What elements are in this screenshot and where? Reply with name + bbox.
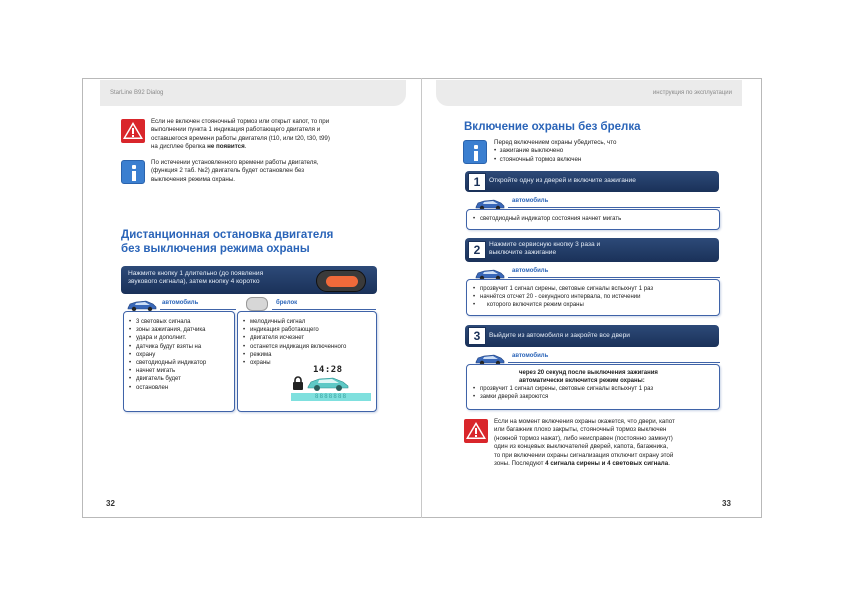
warning-1-line: выполнении пункта 1 индикация работающего двигателя и <box>151 126 321 134</box>
key-fob-small-icon <box>246 297 268 311</box>
car-tag-label: автомобиль <box>162 300 199 306</box>
step-3-text: Выйдите из автомобиля и закройте все двери <box>489 332 630 339</box>
list-item: • начнётся отсчет 20 - секундного интервала, по истечении <box>473 293 713 301</box>
emphasis-line: автоматически включится режим охраны: <box>519 378 645 384</box>
step-1-bar <box>465 171 719 192</box>
emphasis-line: через 20 секунд после выключения зажигания <box>519 370 658 376</box>
list-item: • зоны зажигания, датчика <box>129 326 229 334</box>
instruction-line: Нажмите кнопку 1 длительно (до появления <box>128 270 264 277</box>
step-3-result-list <box>473 385 713 401</box>
key-fob-icon <box>316 270 366 292</box>
list-item: • начнет мигать <box>129 367 229 375</box>
page-number-left: 32 <box>106 499 115 508</box>
info-icon <box>121 160 145 184</box>
tag-underline <box>160 309 236 310</box>
step-3-emphasis <box>473 369 713 385</box>
car-result-list <box>129 318 229 392</box>
warning-2-line: или багажник плохо закрыты, стояночный тормоз выключен <box>494 426 667 434</box>
car-tag-label: автомобиль <box>512 198 549 204</box>
list-item: • двигатель будет <box>129 375 229 383</box>
list-item: • которого включится режим охраны <box>473 301 713 309</box>
warning-1-prefix: на дисплее брелка <box>151 143 208 151</box>
section-title-arm-without-fob: Включение охраны без брелка <box>464 121 641 133</box>
intro-item: • стояночный тормоз включен <box>494 155 582 163</box>
section-title-line: без выключения режима охраны <box>121 243 310 255</box>
fob-result-list <box>243 318 371 367</box>
warning-2-line: то при включении охраны сигнализация отключит охрану этой <box>494 451 674 459</box>
info-1-line: (функция 2 таб. №2) двигатель будет остановлен без <box>151 167 305 175</box>
list-item: • светодиодный индикатор состояния начнет мигать <box>473 215 713 223</box>
step-2-text: выключите зажигание <box>489 249 557 256</box>
list-item: • двигателя исчезнет <box>243 334 371 342</box>
step-3-number: 3 <box>468 327 486 345</box>
step-1-text: Откройте одну из дверей и включите зажигание <box>489 177 636 184</box>
warning-1-emphasis: не появится <box>207 143 245 151</box>
warning-2-line: Если на момент включения охраны окажется, что двери, капот <box>494 418 675 425</box>
fob-tag-label: брелок <box>276 300 298 306</box>
list-item: • останется индикация включенного <box>243 343 371 351</box>
car-tag-label: автомобиль <box>512 268 549 274</box>
section-title-remote-stop <box>121 228 333 256</box>
list-item: • прозвучит 1 сигнал сирены, световые сигналы вспыхнут 1 раз <box>473 385 713 393</box>
tag-underline <box>508 277 720 278</box>
fob-lcd-display <box>289 362 373 406</box>
warning-1-line: оставшегося времени работы двигателя (t10, или t20, t30, t99) <box>151 134 330 142</box>
warning-2-line <box>494 460 675 468</box>
list-item: • прозвучит 1 сигнал сирены, световые сигналы вспыхнут 1 раз <box>473 285 713 293</box>
car-icon <box>126 298 158 312</box>
warning-1-suffix: . <box>244 143 247 151</box>
instruction-line: звукового сигнала), затем кнопку 4 коротко <box>128 278 260 285</box>
warning-text-2 <box>494 418 675 468</box>
left-page-header <box>100 80 406 106</box>
info-1-line: По истечении установленного времени работы двигателя, <box>151 159 319 166</box>
step-3-bar <box>465 325 719 347</box>
step-2-result-box <box>466 279 720 316</box>
list-item: • остановлен <box>129 384 229 392</box>
step-2-text: Нажмите сервисную кнопку 3 раза и <box>489 241 601 248</box>
warning-icon <box>464 419 488 443</box>
step-1-number: 1 <box>468 173 486 191</box>
tag-underline <box>508 207 720 208</box>
warning-2-suffix: . <box>668 460 670 468</box>
tag-underline <box>272 309 376 310</box>
list-item: • замки дверей закроются <box>473 393 713 401</box>
step-2-result-list <box>473 285 713 310</box>
list-item: • индикация работающего <box>243 326 371 334</box>
warning-2-emphasis: 4 сигнала сирены и 4 световых сигнала <box>545 460 669 468</box>
warning-1-line: Если не включен стояночный тормоз или открыт капот, то при <box>151 118 330 125</box>
section-title-line: Дистанционная остановка двигателя <box>121 229 334 241</box>
step-1-result-list <box>473 215 713 223</box>
car-tag-label: автомобиль <box>512 353 549 359</box>
intro-item-text: зажигание выключено <box>499 147 564 155</box>
list-item: • мелодичный сигнал <box>243 318 371 326</box>
lcd-time: 14:28 <box>313 365 343 375</box>
page-number-right: 33 <box>722 499 731 508</box>
info-text-1 <box>151 159 318 184</box>
product-name: StarLine B92 Dialog <box>110 90 164 96</box>
lcd-segment-strip: 8888888 <box>291 393 371 401</box>
car-result-box <box>123 311 235 412</box>
step-1-result-box <box>466 209 720 230</box>
lock-icon <box>292 376 304 390</box>
right-page-header <box>436 80 742 106</box>
list-item: • удара и дополнит. <box>129 334 229 342</box>
list-item: • датчика будут взяты на <box>129 343 229 351</box>
step-2-number: 2 <box>468 241 486 259</box>
intro-line: Перед включением охраны убедитесь, что <box>494 139 617 146</box>
warning-icon <box>121 119 145 143</box>
page-spine <box>421 78 422 518</box>
info-icon <box>463 140 487 164</box>
manual-title: инструкция по эксплуатации <box>652 90 732 96</box>
warning-2-prefix: зоны. Последуют <box>494 460 546 468</box>
info-1-line: выключения режима охраны. <box>151 175 235 183</box>
list-item: • охрану <box>129 351 229 359</box>
list-item: • 3 световых сигнала <box>129 318 229 326</box>
intro-item-text: стояночный тормоз включен <box>499 155 582 163</box>
key-fob-button <box>326 276 358 287</box>
warning-1-line <box>151 143 330 151</box>
car-display-icon <box>306 375 350 392</box>
warning-2-line: (ножной тормоз нажат), либо неисправен (постоянно замкнут) <box>494 434 673 442</box>
list-item: • светодиодный индикатор <box>129 359 229 367</box>
step-2-bar <box>465 238 719 262</box>
intro-item: • зажигание выключено <box>494 147 564 155</box>
list-item: • режима <box>243 351 371 359</box>
warning-text-1 <box>151 118 330 152</box>
list-item: • охраны <box>243 359 371 367</box>
step-3-result-box <box>466 364 720 410</box>
warning-2-line: один из концевых выключателей дверей, капота, багажника, <box>494 443 669 451</box>
intro-text <box>494 139 616 164</box>
tag-underline <box>508 362 720 363</box>
